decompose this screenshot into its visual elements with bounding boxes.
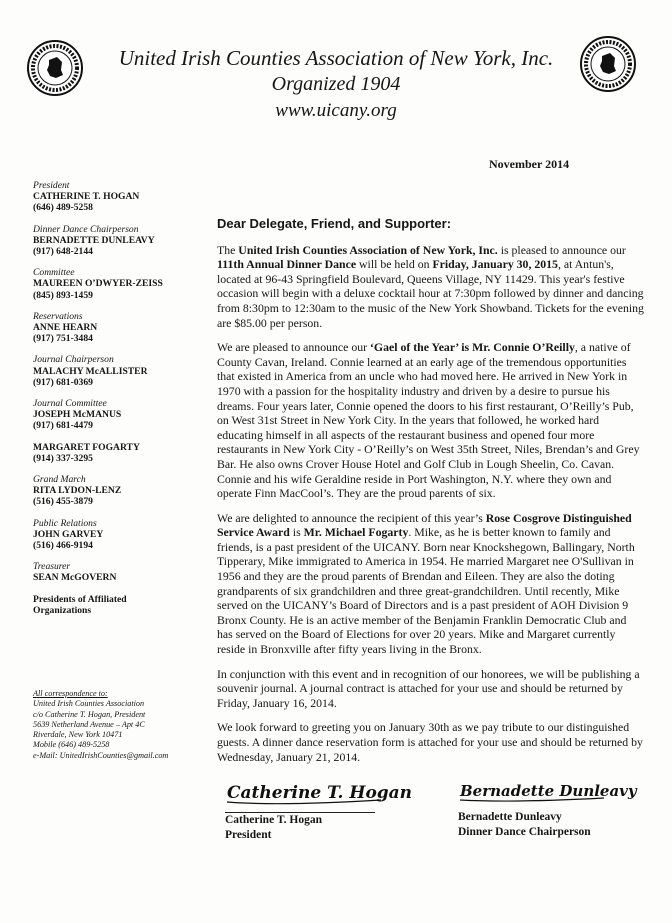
organization-name: United Irish Counties Association of New York, Inc. — [118, 46, 554, 70]
signer-name: Catherine T. Hogan — [225, 814, 323, 826]
officer-phone: (845) 893-1459 — [33, 289, 93, 301]
correspondence-line: United Irish Counties Association — [33, 699, 145, 709]
paragraph-journal: In conjunction with this event and in recognition of our honorees, we will be publishing a souvenir journal. A journal contract is attached for your use and should be returned by Friday, January 16, 2014. — [217, 666, 640, 710]
signature-text: Catherine T. Hogan — [227, 783, 413, 803]
officer-name: MARGARET FOGARTY — [33, 441, 140, 453]
officer-name: ANNE HEARN — [33, 322, 98, 334]
correspondence-email[interactable]: e-Mail: UnitedIrishCounties@gmail.com — [33, 750, 169, 760]
paragraph-service-award — [217, 511, 644, 657]
correspondence-line: c/o Catherine T. Hogan, President — [33, 709, 146, 719]
signature-block-chairperson — [458, 776, 637, 840]
officer-entry — [33, 267, 203, 301]
affiliated-organizations: Presidents of Affiliated Organizations — [33, 593, 127, 616]
paragraph-closing: We look forward to greeting you on January 30th as we pay tribute to our distinguished guests. A dinner dance reservation form is attached for your use and should be returned by Wednesday, January 21, 2014. — [217, 720, 643, 764]
officer-name: BERNADETTE DUNLEAVY — [33, 234, 155, 246]
text-span: will be held on — [356, 257, 433, 272]
event-name-bold: 111th Annual Dinner Dance — [217, 257, 357, 272]
officer-name: CATHERINE T. HOGAN — [33, 191, 140, 203]
officer-entry — [33, 311, 203, 345]
officers-sidebar — [33, 180, 203, 616]
correspondence-line: Mobile (646) 489-5258 — [33, 740, 110, 750]
paragraph-gael-of-year — [217, 340, 644, 501]
signature-block-president — [225, 778, 413, 843]
correspondence-block — [33, 689, 213, 761]
officer-entry — [33, 474, 203, 508]
officer-phone: (516) 455-3879 — [33, 496, 93, 508]
text-span: , a native of County Cavan, Ireland. Connie learned at an early age of the tremendous opportunities that existed in America from an uncle who had moved here. He arrived in New York in 1970 with a passion for the hospitality industry and driven by a desire to pursue his dreams. Four years later, Connie opened the doors to his first restaurant, O’Reilly’s Pub, on West 31st Street in New York City. In the years that followed, he worked hard educating himself in all aspects of the restaurant business and opened four more restaurants in New York City - O’Reilly’s on West 35th Street, Niles, Brendan’s and Grey Bar. He also owns Crover House Hotel and Golf Club in Lough Sheelin, Co. Cavan. Connie and his wife Geraldine reside in Port Washington, N.Y. where they own and operate Finn MacCool’s. They are the proud parents of six. — [217, 340, 640, 501]
officer-role: President — [33, 180, 70, 191]
website-link[interactable]: www.uicany.org — [275, 100, 397, 121]
text-span: . Mike, as he is better known to family and friends, is a past president of the UICANY. Born near Knockshegown, Ballingary, North Tipperary, Mike immigrated to America in 1954. He married Margaret nee O'Sullivan in 1956 and they are the proud parents of Brendan and Eileen. They are also the doting grandparents of six grandchildren and three great-grandchildren. Until recently, Mike served on the UICANY’s Board of Directors and is a past president of AOH Division 9 Bronx County. He is an active member of the Benjamin Franklin Democratic Club and has served on the Board of Elections for over 20 years. Mike and Margaret currently reside in Bronxville after fifty years living in the Bronx. — [217, 525, 635, 657]
text-span: We are delighted to announce the recipient of this year’s — [217, 510, 486, 525]
officer-name: RITA LYDON-LENZ — [33, 485, 122, 497]
officer-entry — [33, 224, 203, 258]
text-span: The — [217, 242, 239, 257]
officer-entry — [33, 398, 203, 432]
honoree-bold: ‘Gael of the Year’ is Mr. Connie O’Reilly — [370, 340, 575, 355]
officer-role: Treasurer — [33, 561, 71, 573]
text-span: is — [289, 525, 304, 540]
officer-role: Journal Committee — [33, 398, 107, 410]
officer-phone: (914) 337-3295 — [33, 452, 93, 464]
award-name-bold: Rose Cosgrove Distinguished Service Award — [217, 510, 632, 540]
salutation: Dear Delegate, Friend, and Supporter: — [217, 216, 452, 231]
officer-phone: (917) 681-4479 — [33, 420, 93, 432]
officer-phone: (917) 751-3484 — [33, 333, 93, 345]
association-name-bold: United Irish Counties Association of New York, Inc. — [238, 242, 498, 257]
signature-image — [458, 776, 637, 806]
officer-entry — [33, 180, 203, 214]
officer-name: MAUREEN O’DWYER-ZEISS — [33, 278, 163, 290]
officer-role: Public Relations — [33, 517, 97, 529]
officer-phone: (917) 681-0369 — [33, 376, 93, 388]
officer-role: Dinner Dance Chairperson — [33, 223, 139, 235]
officer-entry — [33, 354, 203, 388]
signer-name: Bernadette Dunleavy — [458, 811, 562, 823]
text-span: is pleased to announce our — [497, 242, 626, 257]
correspondence-line: Riverdale, New York 10471 — [33, 730, 123, 740]
letter-date: November 2014 — [489, 157, 570, 171]
officer-name: MALACHY McALLISTER — [33, 365, 148, 377]
officer-name: SEAN McGOVERN — [33, 572, 117, 584]
signature-text: Bernadette Dunleavy — [460, 782, 637, 800]
officer-entry — [33, 561, 203, 583]
text-span: , at Antun's, located at 96-43 Springfield Boulevard, Queens Village, NY 11429. This year's festive occasion will begin with a deluxe cocktail hour at 7:30pm followed by dinner and dancing from 8:30pm to 12:30am to the music of the New York Showband. Tickets for the evening are $85.00 per person. — [217, 257, 644, 330]
officer-entry — [33, 442, 203, 464]
honoree-bold: Mr. Michael Fogarty — [303, 525, 409, 540]
correspondence-title: All correspondence to: — [33, 689, 108, 698]
organized-year: Organized 1904 — [271, 73, 401, 95]
text-span: We are pleased to announce our — [217, 340, 370, 355]
signature-image — [225, 778, 413, 808]
event-date-bold: Friday, January 30, 2015 — [432, 257, 558, 272]
signer-title: Dinner Dance Chairperson — [458, 826, 591, 838]
officer-entry — [33, 518, 203, 552]
officer-name: JOHN GARVEY — [33, 528, 104, 540]
officer-phone: (646) 489-5258 — [33, 202, 93, 214]
correspondence-line: 5639 Netherland Avenue – Apt 4C — [33, 719, 145, 729]
officer-role: Journal Chairperson — [33, 354, 114, 366]
officer-phone: (516) 466-9194 — [33, 540, 93, 552]
officer-role: Reservations — [33, 310, 83, 322]
officer-role: Grand March — [33, 474, 86, 486]
signer-title: President — [225, 829, 272, 841]
letter-body — [217, 217, 644, 774]
officer-phone: (917) 648-2144 — [33, 246, 93, 258]
paragraph-announcement — [217, 243, 644, 331]
officer-name: JOSEPH McMANUS — [33, 409, 122, 421]
officer-role: Committee — [33, 267, 75, 279]
